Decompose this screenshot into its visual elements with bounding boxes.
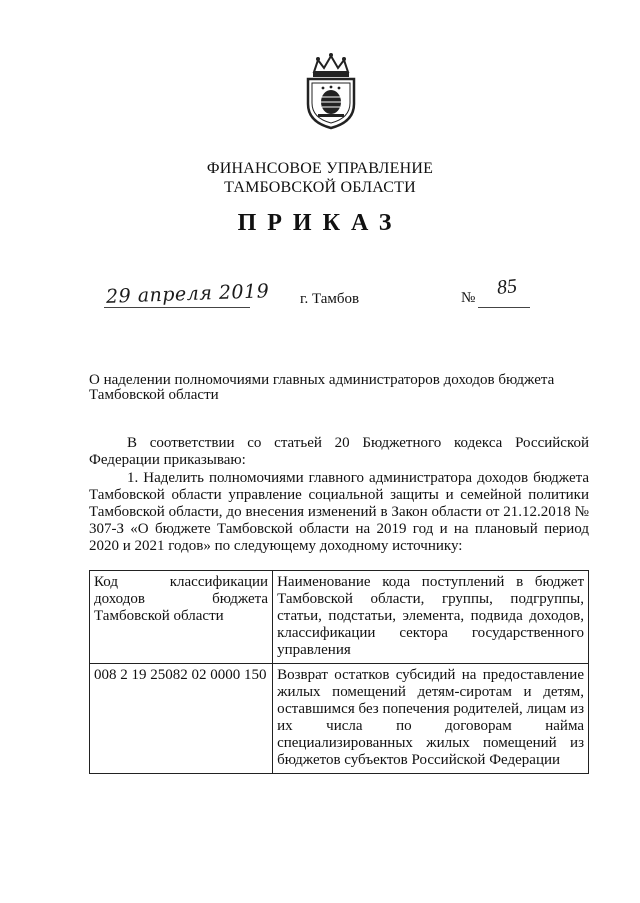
handwritten-date: 29 апреля 2019 (105, 280, 270, 308)
organization-name-line1: ФИНАНСОВОЕ УПРАВЛЕНИЕ (206, 160, 434, 177)
table-cell-name: Возврат остатков субсидий на предоставление жилых помещений детям-сиротам и детям, оставшимся без попечения родителей, лицам из их числа по договорам найма специализированных жилых помещений из бюджетов субъектов Российской Федерации (273, 664, 589, 774)
city-label: г. Тамбов (300, 291, 360, 307)
coat-of-arms-icon (296, 52, 366, 130)
item-1-paragraph: 1. Наделить полномочиями главного администратора доходов бюджета Тамбовской области управление социальной защиты и семейной политики Тамбовской области, до внесения изменений в Закон области от 21.12.2018 № 307-З «О бюджете Тамбовской области на 2019 год и на плановый период 2020 и 2021 годов» по следующему доходному источнику: (89, 470, 589, 554)
income-classification-table (89, 570, 589, 774)
document-subject: О наделении полномочиями главных администраторов доходов бюджета Тамбовской области (89, 372, 555, 403)
table-header-name: Наименование кода поступлений в бюджет Тамбовской области, группы, подгруппы, статьи, подстатьи, элемента, подвида доходов, классификации сектора государственного управления (273, 571, 589, 664)
number-underline (478, 307, 530, 308)
preamble-paragraph: В соответствии со статьей 20 Бюджетного кодекса Российской Федерации приказываю: (89, 435, 589, 468)
table-cell-code: 008 2 19 25082 02 0000 150 (90, 664, 273, 774)
number-label: № (461, 290, 476, 306)
organization-name-line2: ТАМБОВСКОЙ ОБЛАСТИ (224, 179, 416, 196)
table-row (90, 664, 589, 774)
handwritten-number: 85 (495, 275, 519, 299)
date-underline (104, 307, 250, 308)
table-header-row (90, 571, 589, 664)
document-title: ПРИКАЗ (237, 210, 403, 236)
table-header-code: Код классификации доходов бюджета Тамбовской области (90, 571, 273, 664)
